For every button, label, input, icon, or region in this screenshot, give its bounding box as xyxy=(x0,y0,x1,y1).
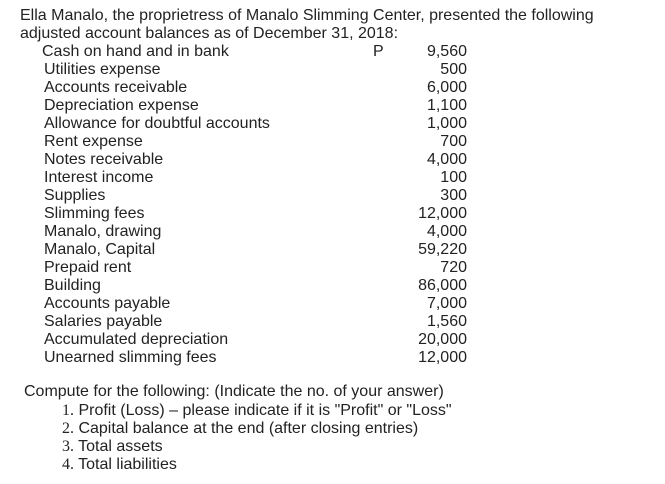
account-label: Cash on hand and in bank xyxy=(42,43,229,60)
balance-row xyxy=(20,61,490,79)
account-label: Manalo, Capital xyxy=(44,241,156,258)
account-label: Slimming fees xyxy=(44,205,145,222)
balance-row xyxy=(20,97,490,115)
balance-row xyxy=(20,79,490,97)
account-label: Interest income xyxy=(44,169,154,186)
task-item xyxy=(62,456,452,474)
task-text: Total liabilities xyxy=(78,456,177,473)
task-number: 2. xyxy=(62,420,74,437)
task-item xyxy=(62,402,452,420)
account-amount: 4,000 xyxy=(426,223,467,240)
account-amount: 720 xyxy=(440,259,467,276)
account-amount: 100 xyxy=(440,169,467,186)
intro-line-2: adjusted account balances as of December 31, 2018: xyxy=(20,25,399,42)
account-label: Utilities expense xyxy=(44,61,161,78)
account-amount: 7,000 xyxy=(426,295,467,312)
account-label: Unearned slimming fees xyxy=(44,349,217,366)
account-amount: 4,000 xyxy=(426,151,467,168)
balance-row xyxy=(20,223,490,241)
task-item xyxy=(62,438,452,456)
account-balances-list xyxy=(20,43,490,367)
task-text: Capital balance at the end (after closing entries) xyxy=(78,420,419,437)
balance-row xyxy=(20,115,490,133)
question-prompt: Compute for the following: (Indicate the no. of your answer) xyxy=(24,383,444,400)
balance-row xyxy=(20,277,490,295)
account-amount: 1,100 xyxy=(426,97,467,114)
task-item xyxy=(62,420,452,438)
balance-row xyxy=(20,349,490,367)
account-label: Prepaid rent xyxy=(44,259,132,276)
account-amount: 6,000 xyxy=(426,79,467,96)
account-amount: 20,000 xyxy=(418,331,467,348)
balance-row xyxy=(20,151,490,169)
problem-intro xyxy=(20,7,650,43)
account-amount: 300 xyxy=(440,187,467,204)
account-label: Manalo, drawing xyxy=(44,223,162,240)
account-label: Allowance for doubtful accounts xyxy=(44,115,270,132)
balance-row xyxy=(20,205,490,223)
balance-row xyxy=(20,169,490,187)
account-amount: 59,220 xyxy=(418,241,467,258)
account-label: Accumulated depreciation xyxy=(44,331,229,348)
account-label: Notes receivable xyxy=(44,151,164,168)
account-amount: 1,560 xyxy=(426,313,467,330)
task-number: 3. xyxy=(62,438,74,455)
account-amount: 12,000 xyxy=(418,205,467,222)
account-amount: 9,560 xyxy=(426,43,467,60)
task-text: Profit (Loss) – please indicate if it is "Profit" or "Loss" xyxy=(78,402,452,419)
intro-line-1: Ella Manalo, the proprietress of Manalo Slimming Center, presented the following xyxy=(20,7,594,24)
account-label: Supplies xyxy=(44,187,106,204)
account-amount: 86,000 xyxy=(418,277,467,294)
balance-row xyxy=(20,259,490,277)
task-list xyxy=(62,402,452,474)
account-amount: 700 xyxy=(440,133,467,150)
balance-row xyxy=(20,241,490,259)
task-text: Total assets xyxy=(78,438,163,455)
balance-row xyxy=(20,133,490,151)
account-label: Salaries payable xyxy=(44,313,163,330)
balance-row xyxy=(20,187,490,205)
account-amount: 500 xyxy=(440,61,467,78)
balance-row xyxy=(20,331,490,349)
balance-row xyxy=(20,313,490,331)
account-label: Accounts receivable xyxy=(44,79,188,96)
account-label: Depreciation expense xyxy=(44,97,199,114)
account-label: Rent expense xyxy=(44,133,143,150)
balance-row-cash xyxy=(20,43,490,61)
account-amount: 12,000 xyxy=(418,349,467,366)
currency-symbol: P xyxy=(373,43,384,60)
task-number: 1. xyxy=(62,402,74,419)
task-number: 4. xyxy=(62,456,74,473)
balance-row xyxy=(20,295,490,313)
account-label: Accounts payable xyxy=(44,295,171,312)
account-label: Building xyxy=(44,277,101,294)
account-amount: 1,000 xyxy=(426,115,467,132)
